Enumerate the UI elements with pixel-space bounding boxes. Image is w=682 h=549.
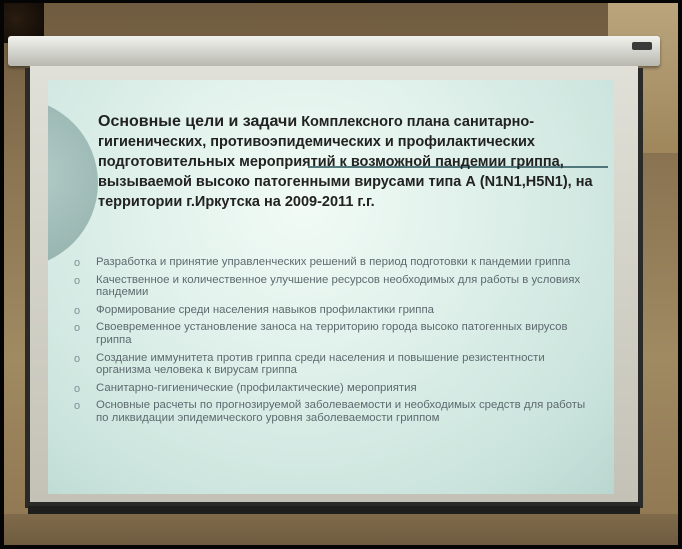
frame-border-left [0, 0, 4, 549]
bullet-circle-icon: o [73, 257, 81, 269]
slide-title [98, 112, 598, 212]
list-item-text: Основные расчеты по прогнозируемой заболеваемости и необходимых средств для работы по ликвидации эпидемического уровня заболеваемости гриппом [96, 399, 586, 424]
bullet-circle-icon: o [73, 382, 81, 395]
list-item-text: Разработка и принятие управленческих решений в период подготовки к пандемии гриппа [96, 256, 571, 268]
slide-title-rest: Комплексного плана санитарно-гигиенических, противоэпидемических и профилактических подготовительных мероприятий к возможной пандемии гриппа, вызываемой высоко патогенными вирусами типа А (N1N1,H5N1), на территории г.Иркутска на 2009-2011 г.г. [98, 114, 593, 210]
frame-border-right [678, 0, 682, 549]
bullet-circle-icon: o [73, 400, 81, 413]
bullet-circle-icon: o [73, 322, 81, 335]
bullet-circle-icon: o [73, 274, 81, 287]
projector-screen-bottom-bar [28, 506, 640, 514]
projector-screen-roller [8, 36, 660, 66]
frame-border-top [0, 0, 682, 3]
list-item-text: Качественное и количественное улучшение ресурсов необходимых для работы в условиях пандемии [96, 273, 581, 299]
list-item [70, 399, 600, 424]
list-item [70, 256, 600, 269]
slide-decorative-arc [48, 98, 98, 268]
list-item [70, 321, 600, 346]
bullet-circle-icon: o [73, 352, 81, 365]
slide-bullet-list [70, 256, 600, 430]
room-floor [4, 514, 678, 545]
list-item [70, 304, 600, 317]
list-item-text: Создание иммунитета против гриппа среди населения и повышение резистентности организма человека к вирусам гриппа [96, 351, 545, 377]
list-item [70, 274, 600, 299]
list-item [70, 382, 600, 395]
list-item-text: Своевременное установление заноса на территорию города высоко патогенных вирусов гриппа [96, 321, 568, 346]
slide-title-strong: Основные цели и задачи [98, 113, 298, 130]
list-item-text: Санитарно-гигиенические (профилактические) мероприятия [96, 381, 417, 394]
presentation-slide [48, 80, 614, 494]
bullet-circle-icon: o [73, 304, 81, 317]
roller-cap [632, 42, 652, 50]
list-item-text: Формирование среди населения навыков профилактики гриппа [96, 303, 434, 316]
frame-border-bottom [0, 545, 682, 549]
list-item [70, 352, 600, 377]
